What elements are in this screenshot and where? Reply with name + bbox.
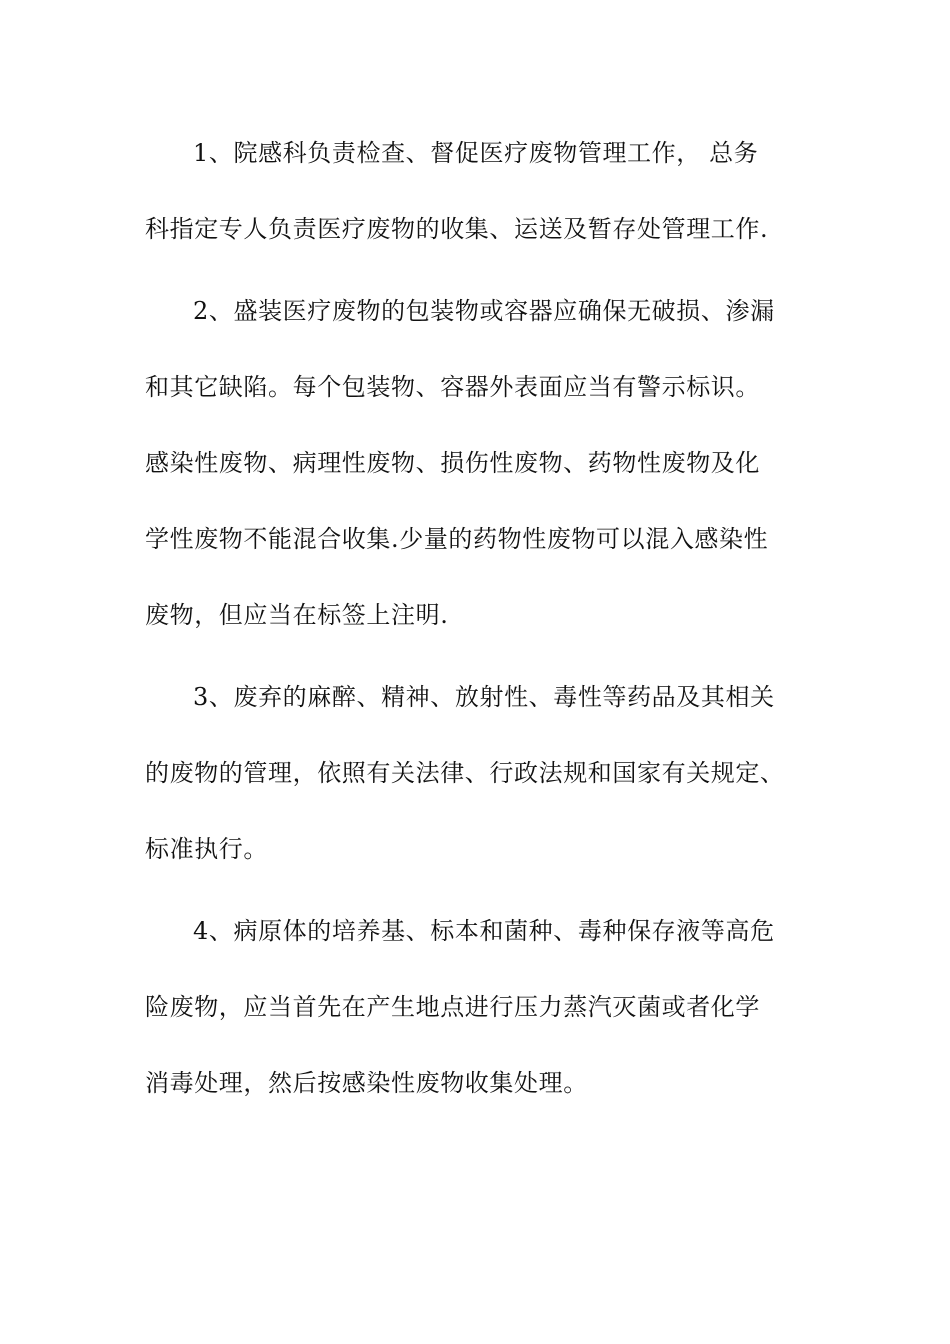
paragraph-line: 学性废物不能混合收集.少量的药物性废物可以混入感染性 bbox=[145, 525, 769, 553]
paragraph-line: 废物，但应当在标签上注明. bbox=[145, 601, 449, 629]
paragraph-line: 标准执行。 bbox=[145, 835, 268, 863]
paragraph-line: 和其它缺陷。每个包装物、容器外表面应当有警示标识。 bbox=[145, 373, 760, 401]
paragraph-line: 1、院感科负责检查、督促医疗废物管理工作， 总务 bbox=[193, 139, 759, 167]
paragraph-line: 感染性废物、病理性废物、损伤性废物、药物性废物及化 bbox=[145, 449, 760, 477]
paragraph-line: 2、盛装医疗废物的包装物或容器应确保无破损、渗漏 bbox=[193, 297, 775, 325]
paragraph-line: 4、病原体的培养基、标本和菌种、毒种保存液等高危 bbox=[193, 917, 775, 945]
paragraph-line: 消毒处理，然后按感染性废物收集处理。 bbox=[145, 1069, 588, 1097]
paragraph-line: 险废物，应当首先在产生地点进行压力蒸汽灭菌或者化学 bbox=[145, 993, 760, 1021]
paragraph-line: 的废物的管理，依照有关法律、行政法规和国家有关规定、 bbox=[145, 759, 785, 787]
paragraph-line: 3、废弃的麻醉、精神、放射性、毒性等药品及其相关 bbox=[193, 683, 775, 711]
paragraph-line: 科指定专人负责医疗废物的收集、运送及暂存处管理工作. bbox=[145, 215, 769, 243]
